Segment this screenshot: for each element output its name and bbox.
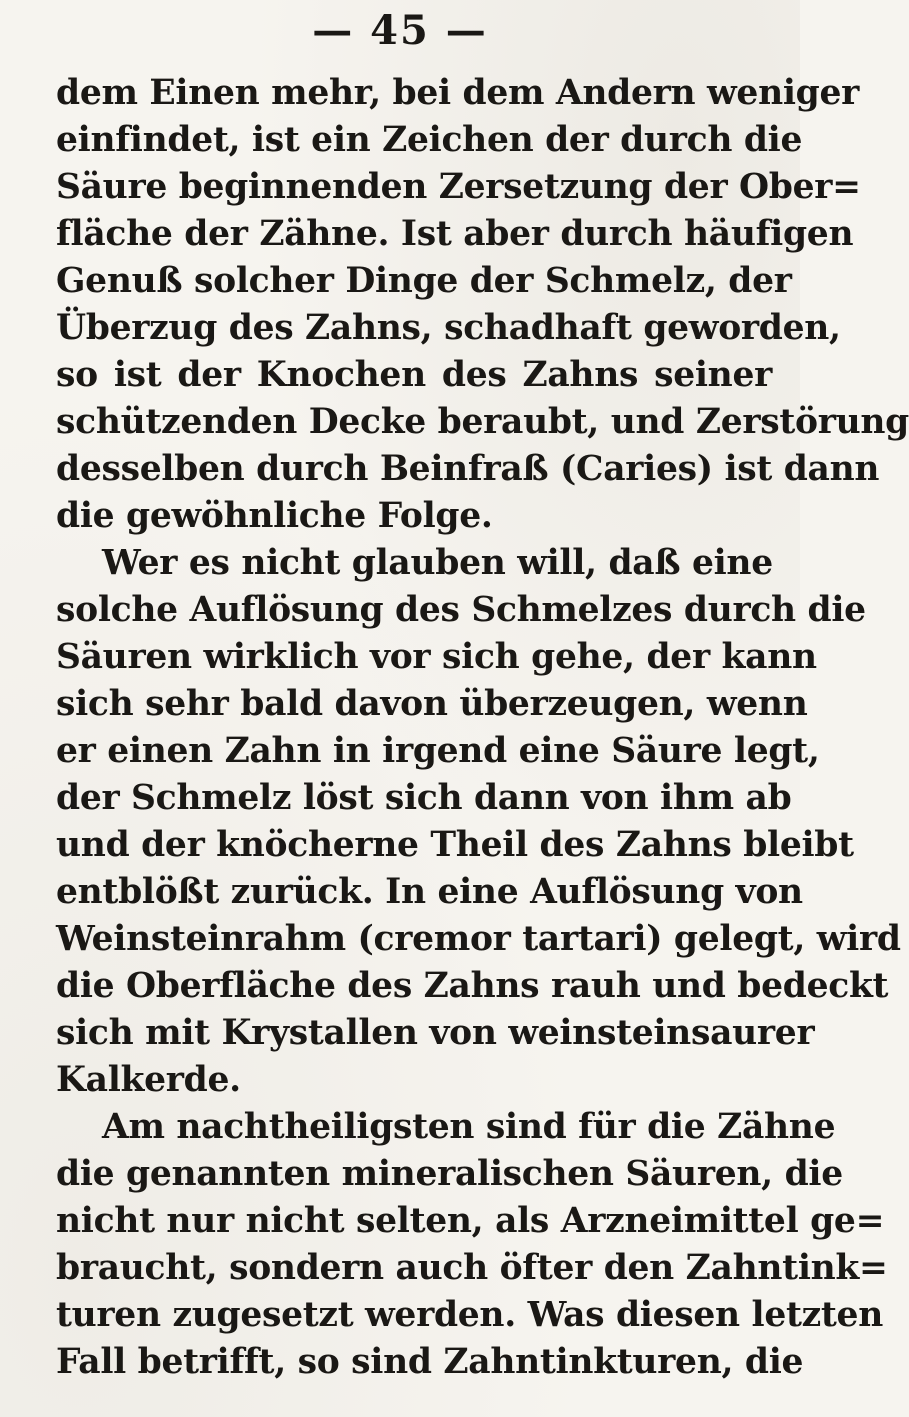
text-line: dem Einen mehr, bei dem Andern weniger xyxy=(56,73,860,113)
paragraph-start-line: Wer es nicht glauben will, daß eine xyxy=(102,543,773,583)
text-line: sich mit Krystallen von weinsteinsaurer xyxy=(56,1013,815,1053)
page-number: — 45 — xyxy=(312,7,488,54)
text-line: nicht nur nicht selten, als Arzneimittel ge= xyxy=(56,1201,885,1241)
text-line: Überzug des Zahns, schadhaft geworden, xyxy=(56,308,841,348)
text-line: Säuren wirklich vor sich gehe, der kann xyxy=(56,637,817,677)
text-line: der Schmelz löst sich dann von ihm ab xyxy=(56,778,792,818)
text-line: und der knöcherne Theil des Zahns bleibt xyxy=(56,825,854,865)
text-line: Fall betrifft, so sind Zahntinkturen, die xyxy=(56,1342,804,1382)
text-line: sich sehr bald davon überzeugen, wenn xyxy=(56,684,808,724)
text-line: desselben durch Beinfraß (Caries) ist dann xyxy=(56,449,880,489)
text-line: turen zugesetzt werden. Was diesen letzten xyxy=(56,1295,883,1335)
text-line: schützenden Decke beraubt, und Zerstörung xyxy=(56,402,909,442)
text-line: Weinsteinrahm (cremor tartari) gelegt, wird xyxy=(56,919,901,959)
text-line: braucht, sondern auch öfter den Zahntink= xyxy=(56,1248,888,1288)
text-line: entblößt zurück. In eine Auflösung von xyxy=(56,872,803,912)
text-line: solche Auflösung des Schmelzes durch die xyxy=(56,590,866,630)
text-line: Genuß solcher Dinge der Schmelz, der xyxy=(56,261,792,301)
text-line: die gewöhnliche Folge. xyxy=(56,496,493,536)
text-line: einfindet, ist ein Zeichen der durch die xyxy=(56,120,803,160)
text-line: Säure beginnenden Zersetzung der Ober= xyxy=(56,167,861,207)
text-line: er einen Zahn in irgend eine Säure legt, xyxy=(56,731,820,771)
text-line: so ist der Knochen des Zahns seiner xyxy=(56,355,772,395)
paragraph-start-line: Am nachtheiligsten sind für die Zähne xyxy=(102,1107,836,1147)
text-line: Kalkerde. xyxy=(56,1060,241,1100)
text-line: fläche der Zähne. Ist aber durch häufigen xyxy=(56,214,854,254)
text-line: die Oberfläche des Zahns rauh und bedeckt xyxy=(56,966,889,1006)
body-text xyxy=(56,70,909,1386)
text-line: die genannten mineralischen Säuren, die xyxy=(56,1154,843,1194)
